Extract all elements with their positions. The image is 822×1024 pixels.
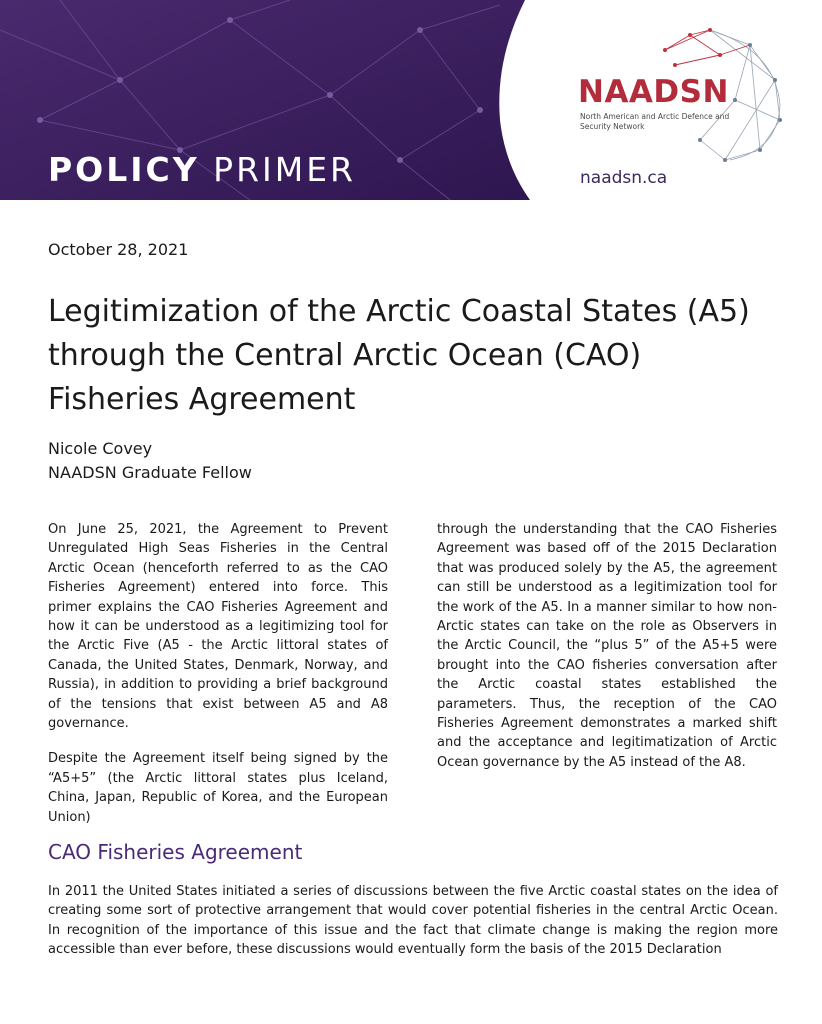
author-block [48, 437, 252, 485]
header-banner [0, 0, 822, 200]
policy-primer-label [48, 150, 356, 189]
intro-paragraph: On June 25, 2021, the Agreement to Prevent Unregulated High Seas Fisheries in the Central Arctic Ocean (henceforth referred to as the CAO Fisheries Agreement) entered into force. This primer explains the CAO Fisheries Agreement and how it can be understood as a legitimizing tool for the Arctic Five (A5 - the Arctic littoral states of Canada, the United States, Denmark, Norway, and Russia), in addition to providing a brief background of the tensions that exist between A5 and A8 governance. [48, 522, 388, 732]
left-column [48, 520, 388, 843]
naadsn-logo-subtitle: North American and Arctic Defence and Security Network [580, 112, 730, 131]
title-line-3: Fisheries Agreement [48, 382, 356, 417]
title-line-1: Legitimization of the Arctic Coastal States (A5) [48, 294, 750, 329]
naadsn-website[interactable]: naadsn.ca [580, 168, 668, 188]
document-title [48, 290, 788, 422]
section-paragraph: In 2011 the United States initiated a series of discussions between the five Arctic coastal states on the idea of creating some sort of protective arrangement that would cover potential fisheries in the central Arctic Ocean. In recognition of the importance of this issue and the fact that climate change is making the region more accessible than ever before, these discussions would eventually form the basis of the 2015 Declaration [48, 884, 778, 958]
title-line-2: through the Central Arctic Ocean (CAO) [48, 338, 642, 373]
policy-word: POLICY [48, 150, 200, 189]
primer-word: PRIMER [213, 150, 356, 189]
author-name: Nicole Covey [48, 439, 153, 458]
section-heading: CAO Fisheries Agreement [48, 840, 303, 864]
right-column [437, 520, 777, 788]
naadsn-logo-text: NAADSN [578, 74, 729, 110]
author-role: NAADSN Graduate Fellow [48, 463, 252, 482]
publication-date: October 28, 2021 [48, 240, 189, 259]
continued-paragraph: through the understanding that the CAO Fisheries Agreement was based off of the 2015 Declaration that was produced solely by the A5, the agreement can still be understood as a legitimization tool for the work of the A5. In a manner similar to how non-Arctic states can take on the role as Observers in the Arctic Council, the “plus 5” of the A5+5 were brought into the CAO fisheries conversation after the Arctic coastal states established the parameters. Thus, the reception of the CAO Fisheries Agreement demonstrates a marked shift and the acceptance and legitimatization of Arctic Ocean governance by the A5 instead of the A8. [437, 522, 777, 770]
second-paragraph: Despite the Agreement itself being signed by the “A5+5” (the Arctic littoral states plus Iceland, China, Japan, Republic of Korea, and the European Union) [48, 751, 388, 825]
